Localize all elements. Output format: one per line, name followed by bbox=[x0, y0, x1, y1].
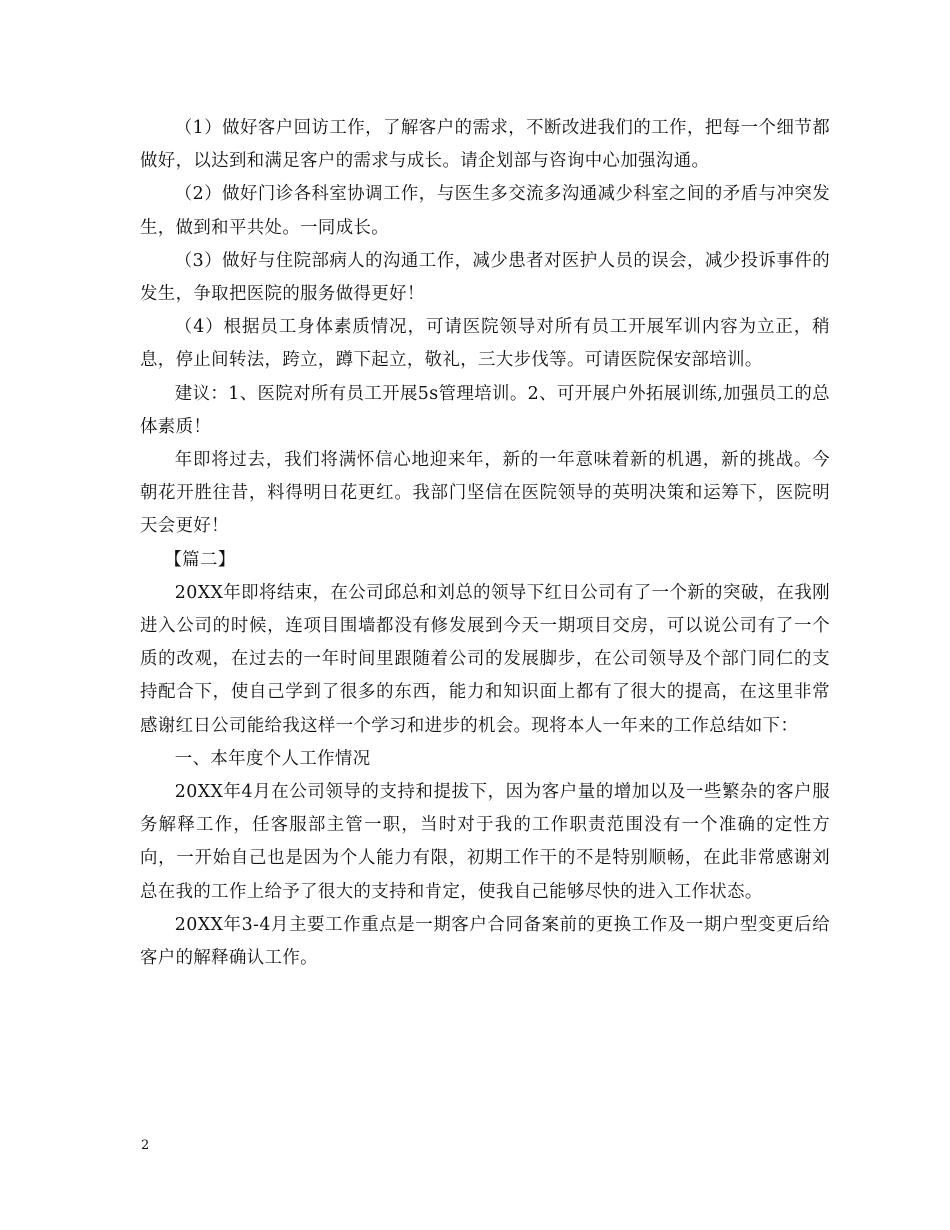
paragraph-item-3: （3）做好与住院部病人的沟通工作，减少患者对医护人员的误会，减少投诉事件的发生，争取把医院的服务做得更好！ bbox=[140, 250, 830, 305]
paragraph-suggestion: 建议：1、医院对所有员工开展5s管理培训。2、可开展户外拓展训练,加强员工的总体素质！ bbox=[140, 383, 830, 437]
section-heading-part-two: 【篇二】 bbox=[164, 549, 236, 570]
paragraph-march-april-focus: 20XX年3-4月主要工作重点是一期客户合同备案前的更换工作及一期户型变更后给客户的解释确认工作。 bbox=[140, 914, 830, 969]
paragraph-intro: 20XX年即将结束，在公司邱总和刘总的领导下红日公司有了一个新的突破，在我刚进入公司的时候，连项目围墙都没有修发展到今天一期项目交房，可以说公司有了一个质的改观，在过去的一年时间里跟随着公司的发展脚步，在公司领导及个部门同仁的支持配合下，使自己学到了很多的东西，能力和知识面上都有了很大的提高，在这里非常感谢红日公司能给我这样一个学习和进步的机会。现将本人一年来的工作总结如下： bbox=[140, 582, 830, 736]
page-number: 2 bbox=[141, 1138, 150, 1153]
paragraph-item-2: （2）做好门诊各科室协调工作，与医生多交流多沟通减少科室之间的矛盾与冲突发生，做到和平共处。一同成长。 bbox=[140, 184, 830, 238]
section-heading-personal-work: 一、本年度个人工作情况 bbox=[174, 748, 371, 769]
page-body bbox=[140, 112, 830, 975]
paragraph-item-1: （1）做好客户回访工作，了解客户的需求，不断改进我们的工作，把每一个细节都做好，以达到和满足客户的需求与成长。请企划部与咨询中心加强沟通。 bbox=[140, 118, 830, 172]
paragraph-closing: 年即将过去，我们将满怀信心地迎来年，新的一年意味着新的机遇，新的挑战。今朝花开胜往昔，料得明日花更红。我部门坚信在医院领导的英明决策和运筹下，医院明天会更好！ bbox=[140, 450, 830, 537]
paragraph-april-work: 20XX年4月在公司领导的支持和提拔下，因为客户量的增加以及一些繁杂的客户服务解释工作，任客服部主管一职，当时对于我的工作职责范围没有一个准确的定性方向，一开始自己也是因为个人能力有限，初期工作干的不是特别顺畅，在此非常感谢刘总在我的工作上给予了很大的支持和肯定，使我自己能够尽快的进入工作状态。 bbox=[140, 782, 830, 902]
paragraph-item-4: （4）根据员工身体素质情况，可请医院领导对所有员工开展军训内容为立正，稍息，停止间转法，跨立，蹲下起立，敬礼，三大步伐等。可请医院保安部培训。 bbox=[140, 317, 830, 371]
